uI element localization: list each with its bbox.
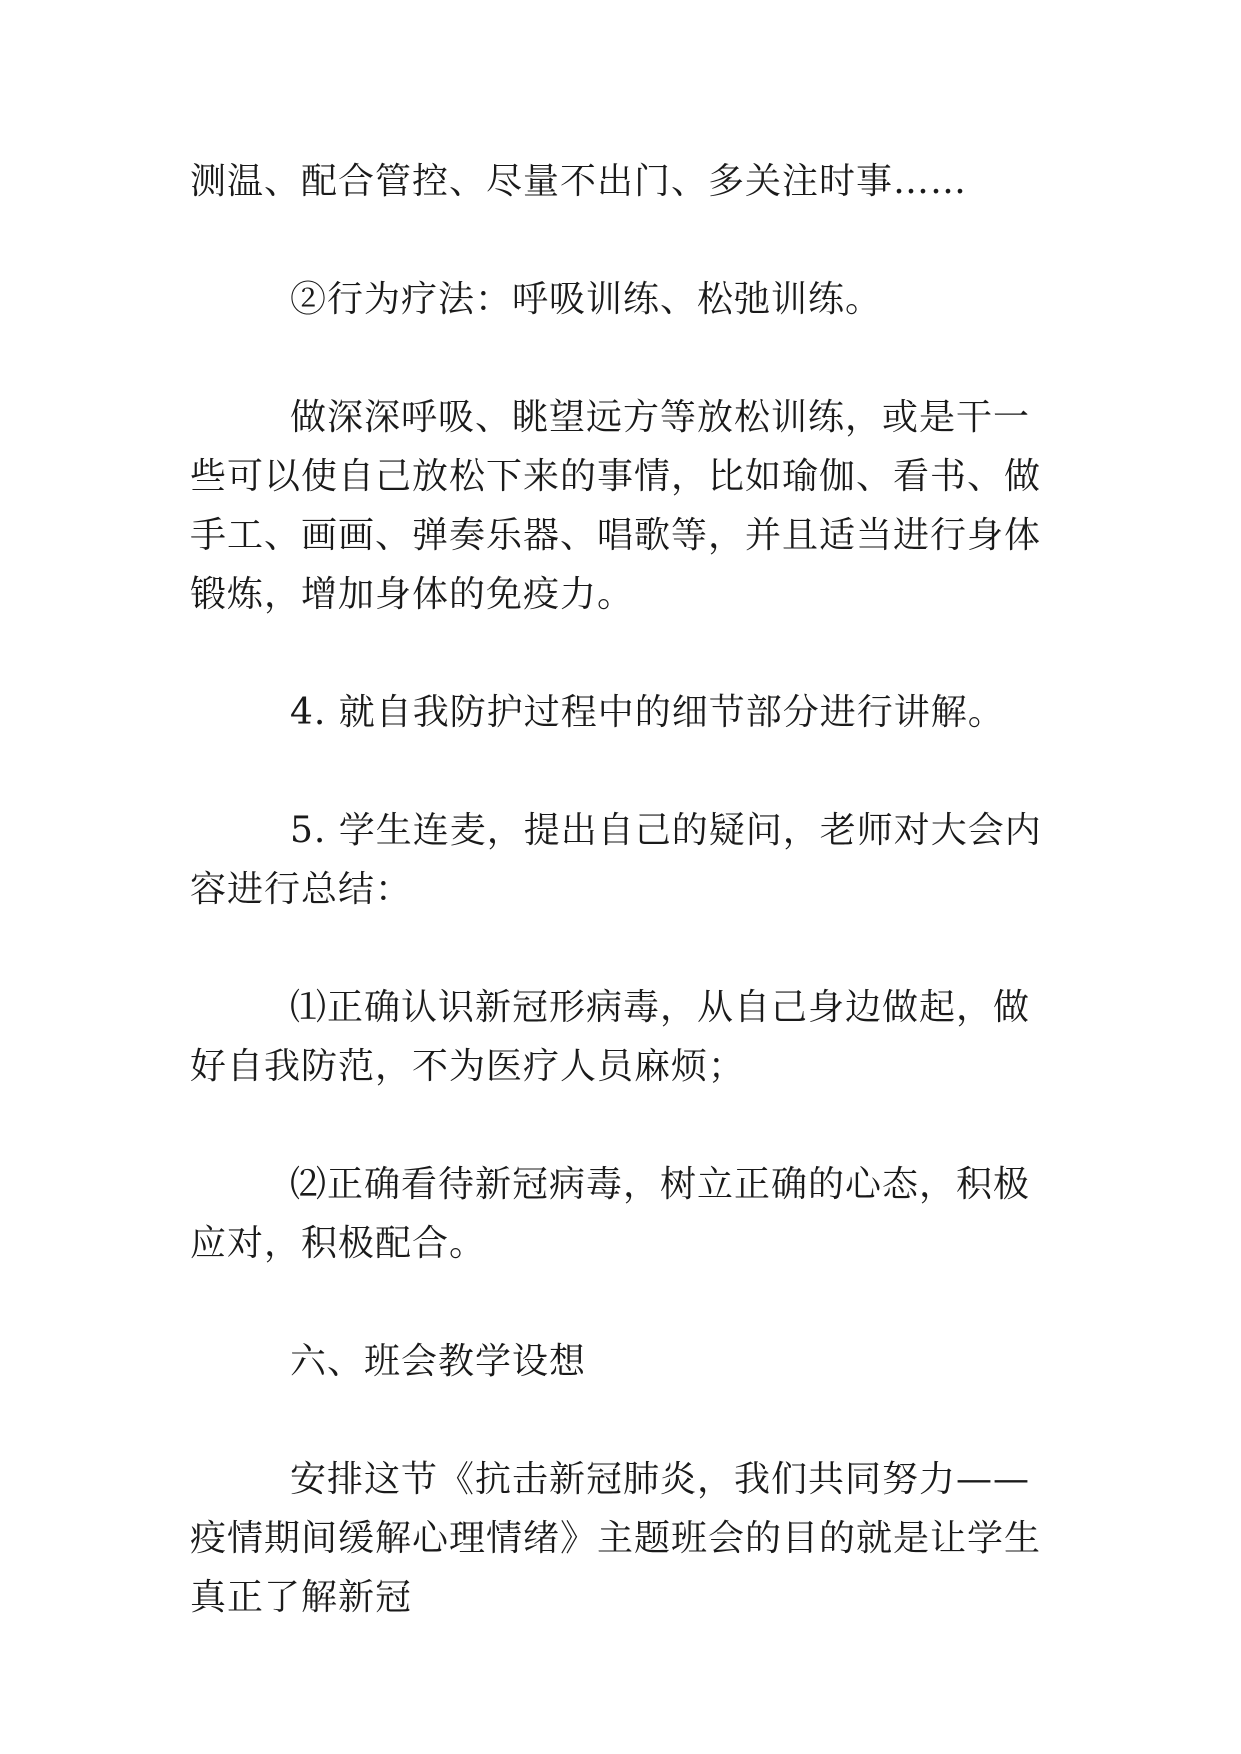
paragraph-behavior-therapy: ②行为疗法：呼吸训练、松弛训练。 [290,279,883,320]
document-body [190,152,1060,1627]
paragraph-relaxation: 做深深呼吸、眺望远方等放松训练，或是干一些可以使自己放松下来的事情，比如瑜伽、看书、做手工、画画、弹奏乐器、唱歌等，并且适当进行身体锻炼，增加身体的免疫力。 [190,397,1042,615]
paragraph-item-5: 5. 学生连麦，提出自己的疑问，老师对大会内容进行总结： [190,810,1042,910]
paragraph-item-4: 4. 就自我防护过程中的细节部分进行讲解。 [290,692,1005,733]
paragraph-teaching-idea: 安排这节《抗击新冠肺炎，我们共同努力——疫情期间缓解心理情绪》主题班会的目的就是让学生真正了解新冠 [190,1459,1042,1618]
paragraph-continuation: 测温、配合管控、尽量不出门、多关注时事…… [190,161,968,202]
section-heading: 六、班会教学设想 [290,1341,587,1382]
paragraph-summary-1: ⑴正确认识新冠形病毒，从自己身边做起，做好自我防范，不为医疗人员麻烦； [190,987,1031,1087]
paragraph-summary-2: ⑵正确看待新冠病毒，树立正确的心态，积极应对，积极配合。 [190,1164,1031,1264]
